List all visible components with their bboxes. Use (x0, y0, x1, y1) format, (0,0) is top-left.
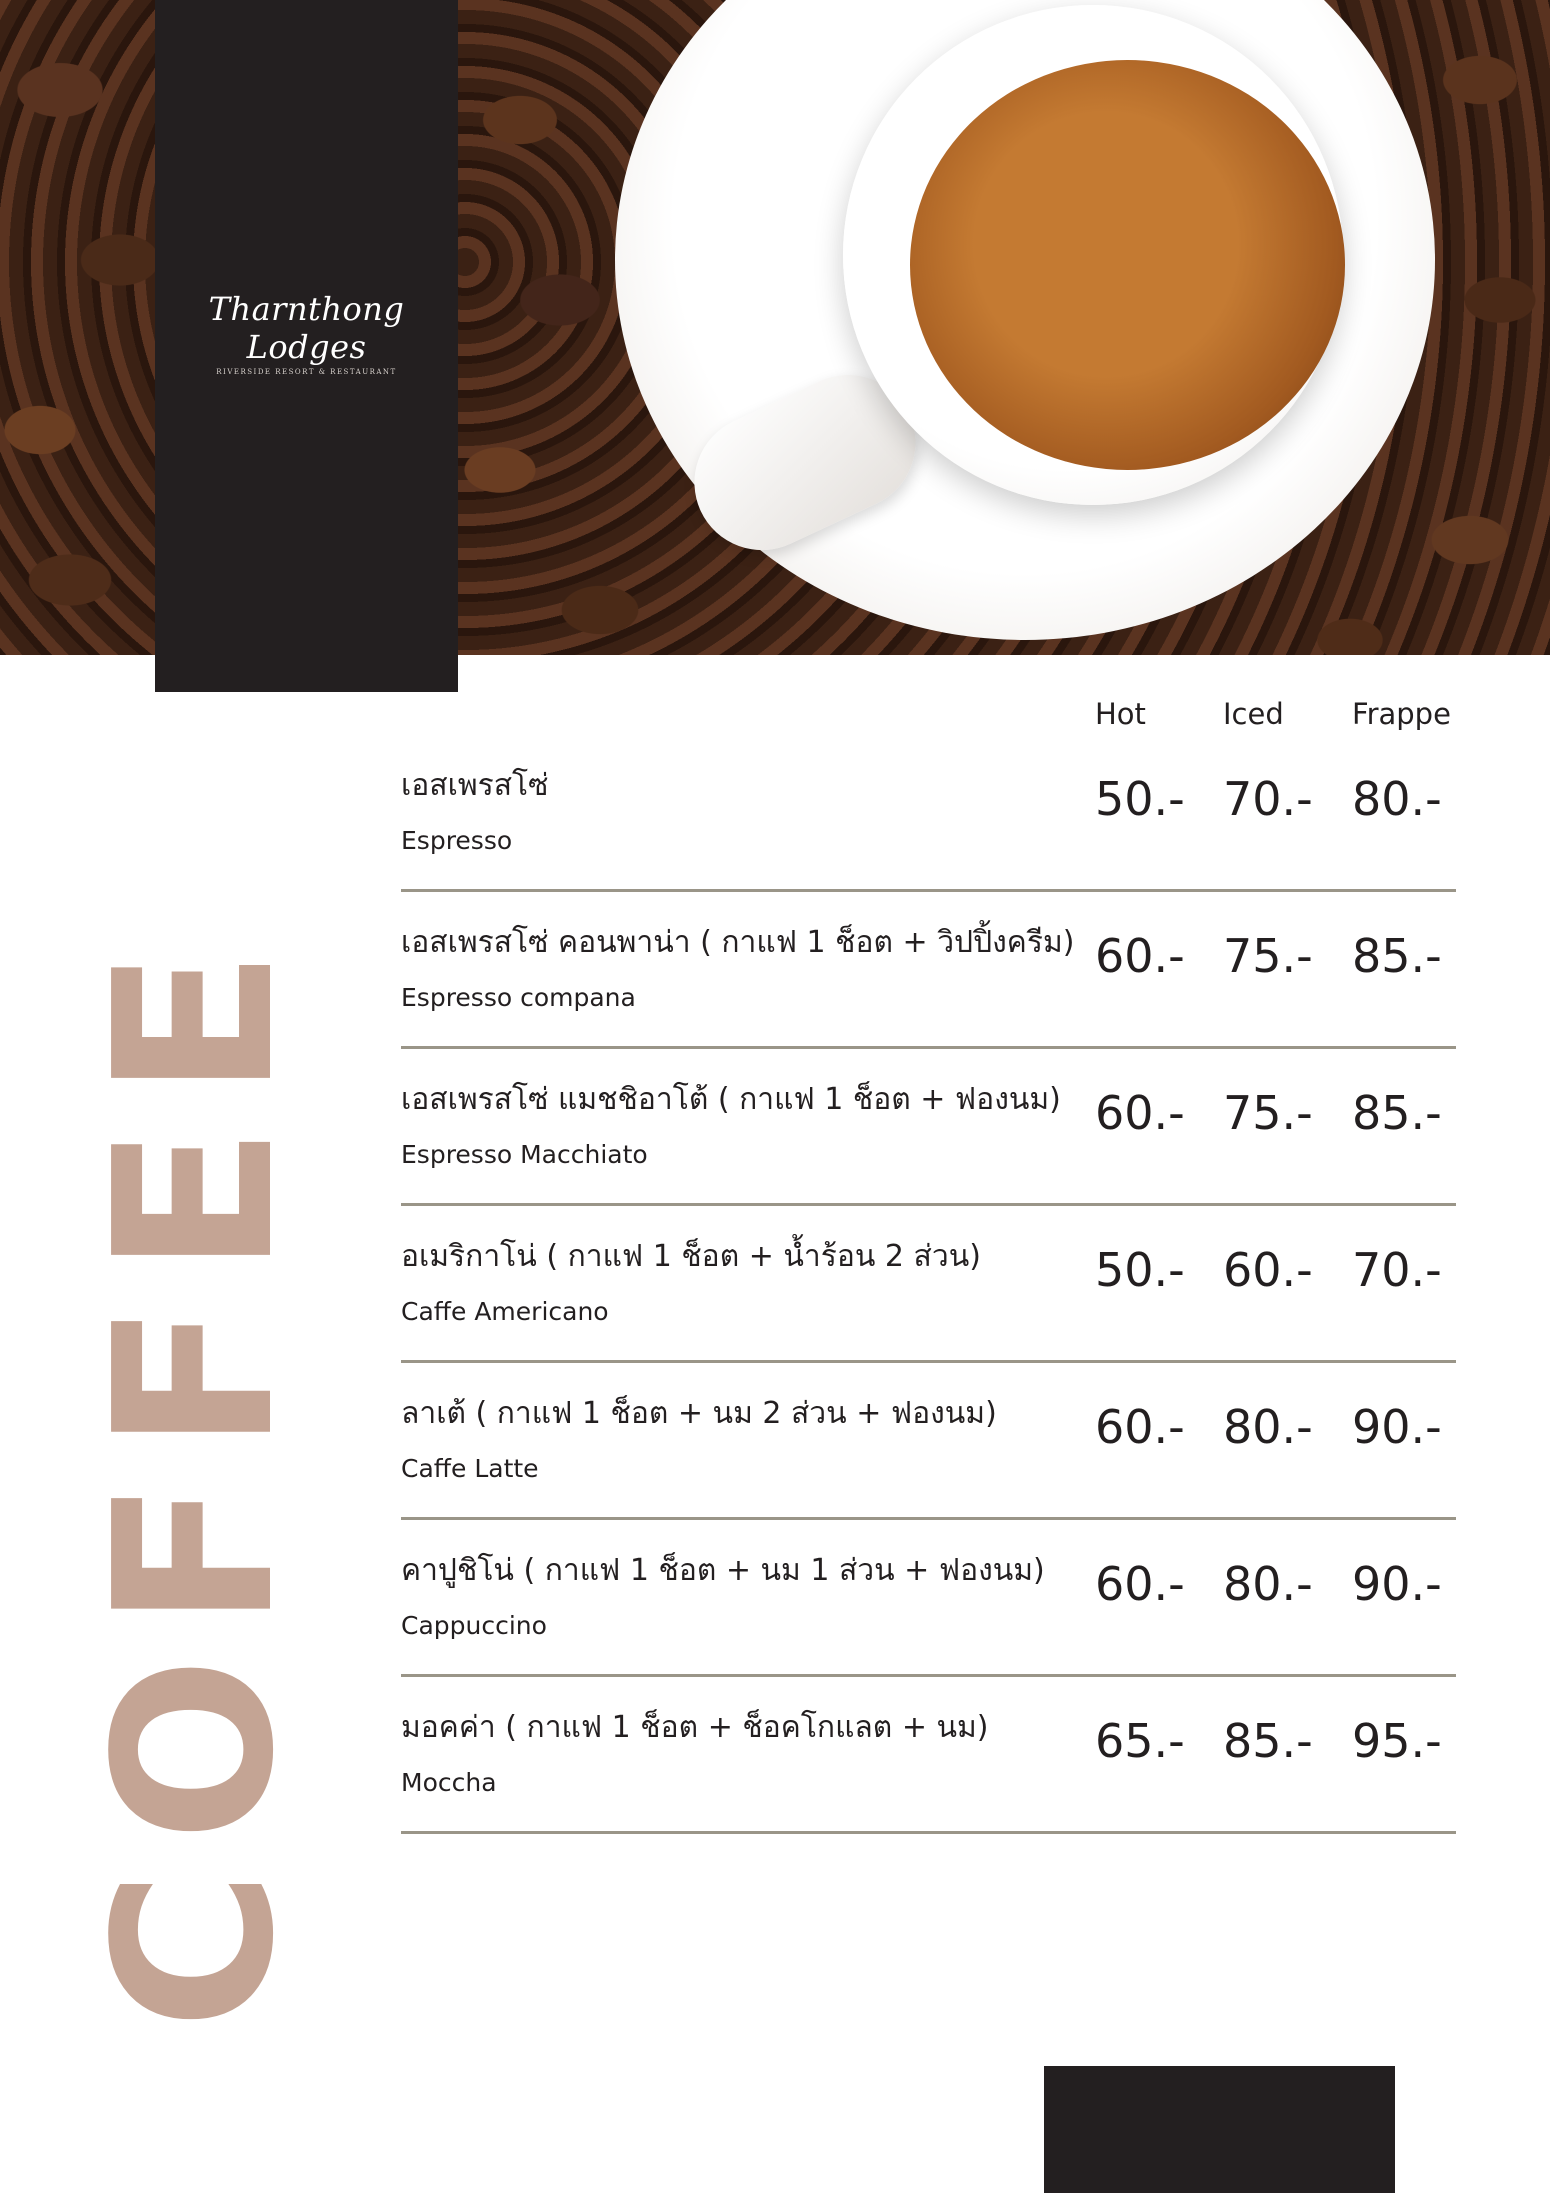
item-english-name: Espresso Macchiato (401, 1140, 648, 1169)
item-thai-name: คาปูชิโน่ ( กาแฟ 1 ช็อต + นม 1 ส่วน + ฟองนม) (401, 1553, 1045, 1588)
menu-item (401, 1642, 1456, 1799)
brand-tagline: RIVERSIDE RESORT & RESTAURANT (216, 368, 397, 376)
item-english-name: Espresso (401, 826, 513, 855)
price-hot: 50.- (1095, 1243, 1185, 1297)
price-iced: 60.- (1223, 1243, 1313, 1297)
item-english-name: Moccha (401, 1768, 497, 1797)
column-header-iced: Iced (1223, 697, 1284, 731)
item-thai-name: เอสเพรสโซ่ (401, 768, 549, 803)
price-frappe: 85.- (1352, 1086, 1442, 1140)
menu-item (401, 1485, 1456, 1642)
price-hot: 60.- (1095, 929, 1185, 983)
item-english-name: Espresso compana (401, 983, 636, 1012)
price-iced: 85.- (1223, 1714, 1313, 1768)
logo-panel (155, 0, 458, 692)
item-thai-name: เอสเพรสโซ่ คอนพาน่า ( กาแฟ 1 ช็อต + วิปปิ้งครีม) (401, 925, 1075, 960)
price-frappe: 80.- (1352, 772, 1442, 826)
espresso-crema (910, 60, 1345, 470)
brand-logo: Tharnthong Lodges (208, 290, 405, 366)
price-hot: 60.- (1095, 1400, 1185, 1454)
price-frappe: 70.- (1352, 1243, 1442, 1297)
price-iced: 80.- (1223, 1400, 1313, 1454)
menu-item (401, 1171, 1456, 1328)
menu-item (401, 857, 1456, 1014)
price-hot: 60.- (1095, 1086, 1185, 1140)
price-hot: 65.- (1095, 1714, 1185, 1768)
price-hot: 60.- (1095, 1557, 1185, 1611)
menu-item (401, 1014, 1456, 1171)
item-thai-name: เอสเพรสโซ่ แมชชิอาโต้ ( กาแฟ 1 ช็อต + ฟองนม) (401, 1082, 1061, 1117)
price-frappe: 85.- (1352, 929, 1442, 983)
menu-item (401, 1328, 1456, 1485)
item-english-name: Caffe Americano (401, 1297, 609, 1326)
price-frappe: 90.- (1352, 1400, 1442, 1454)
item-thai-name: อเมริกาโน่ ( กาแฟ 1 ช็อต + น้ำร้อน 2 ส่วน) (401, 1239, 981, 1274)
divider (401, 1831, 1456, 1834)
section-title: COFFEE (69, 921, 322, 2030)
price-iced: 70.- (1223, 772, 1313, 826)
price-iced: 75.- (1223, 1086, 1313, 1140)
price-frappe: 95.- (1352, 1714, 1442, 1768)
price-frappe: 90.- (1352, 1557, 1442, 1611)
column-header-frappe: Frappe (1352, 697, 1451, 731)
item-thai-name: ลาเต้ ( กาแฟ 1 ช็อต + นม 2 ส่วน + ฟองนม) (401, 1396, 997, 1431)
item-english-name: Cappuccino (401, 1611, 547, 1640)
menu-item (401, 700, 1456, 857)
item-english-name: Caffe Latte (401, 1454, 539, 1483)
price-iced: 80.- (1223, 1557, 1313, 1611)
column-header-hot: Hot (1095, 697, 1146, 731)
item-thai-name: มอคค่า ( กาแฟ 1 ช็อต + ช็อคโกแลต + นม) (401, 1710, 989, 1745)
price-hot: 50.- (1095, 772, 1185, 826)
footer-block (1044, 2066, 1395, 2193)
price-iced: 75.- (1223, 929, 1313, 983)
